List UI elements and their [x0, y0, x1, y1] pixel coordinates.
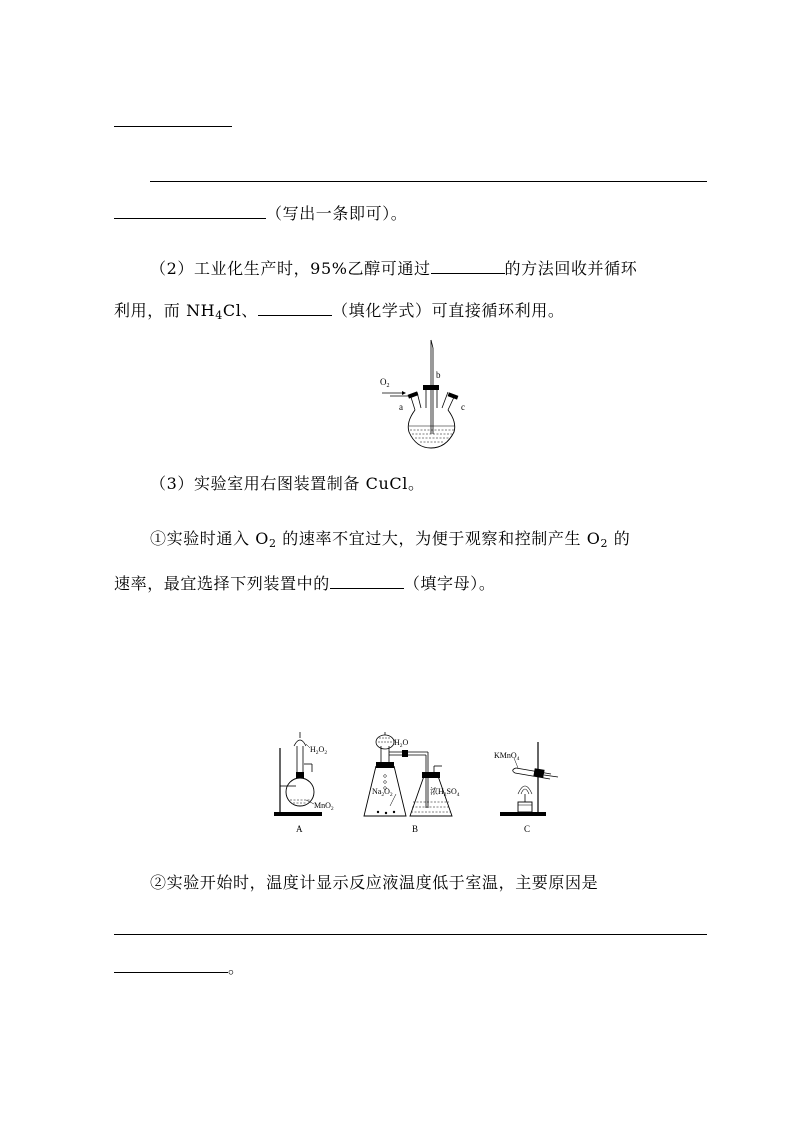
- q1-hint: （写出一条即可）。: [266, 204, 408, 223]
- q2-subscript: 4: [215, 309, 223, 322]
- label-b-na2o2: $Na_2O_2$: [372, 787, 393, 798]
- apparatus-b: [364, 732, 460, 834]
- apparatus-c: [494, 742, 558, 834]
- answer-blank-q2-formula: [258, 301, 332, 316]
- label-a-h2o2: $H_2O_2$: [310, 745, 328, 756]
- label-a: a: [399, 402, 403, 412]
- arrow-head-icon: [402, 391, 406, 395]
- q3-p2-line1: ②实验开始时，温度计显示反应液温度低于室温，主要原因是: [150, 873, 599, 892]
- apparatus-figure: [266, 728, 566, 836]
- q3-p1-text-b: 的速率不宜过大，为便于观察和控制产生 O: [276, 529, 601, 548]
- answer-line-q3-p2: [114, 934, 707, 935]
- q3-p1-text-d: 速率，最宜选择下列装置中的: [114, 574, 330, 593]
- q2-text-d: Cl、: [222, 301, 259, 320]
- answer-blank-q3-p2: [114, 958, 228, 973]
- flask-body: [408, 410, 455, 448]
- answer-blank-q2-method: [431, 259, 505, 274]
- q3-p1-sub-b: 2: [600, 537, 609, 550]
- label-c-kmno4: KMnO$_4$: [494, 751, 520, 762]
- answer-line-top: [114, 126, 232, 127]
- q3-p1-sub-a: 2: [269, 537, 277, 550]
- q3-p1-line2: [114, 574, 495, 594]
- q2-text-e: （填化学式）可直接循环利用。: [332, 301, 565, 320]
- q2-line1: [150, 259, 637, 279]
- q3-p1-line1: [150, 529, 630, 549]
- q3-p2-end: 。: [228, 958, 245, 977]
- q3-intro: （3）实验室用右图装置制备 CuCl。: [150, 474, 425, 493]
- q2-text-c: 利用，而 NH: [114, 301, 216, 320]
- letter-c: C: [524, 824, 531, 834]
- label-a-mno2: MnO$_2$: [314, 801, 334, 812]
- label-c: c: [461, 402, 465, 412]
- three-neck-flask-figure: [376, 338, 476, 450]
- q3-p2-line2: [114, 958, 245, 978]
- stopper-center: [423, 385, 439, 390]
- answer-line-q1: [150, 181, 707, 182]
- letter-b: B: [412, 824, 419, 834]
- q3-p1-text-a: ①实验时通入 O: [150, 529, 270, 548]
- q3-p1-text-e: （填字母）。: [403, 574, 496, 593]
- q2-line2: [114, 301, 564, 321]
- apparatus-a: [274, 732, 334, 834]
- q3-p1-text-c: 的: [608, 529, 631, 548]
- q2-text-a: （2）工业化生产时，95%乙醇可通过: [150, 259, 431, 278]
- answer-blank-q1: [114, 204, 266, 219]
- label-b-h2so4: 浓$H_2SO_4$: [430, 787, 460, 798]
- label-b-h2o: $H_2O$: [394, 738, 409, 749]
- o2-label: $O_2$: [380, 377, 390, 389]
- answer-blank-apparatus: [330, 574, 404, 589]
- label-b: b: [436, 370, 441, 380]
- q2-text-b: 的方法回收并循环: [504, 259, 638, 278]
- q1-hint-line: [114, 204, 407, 224]
- letter-a: A: [296, 824, 303, 834]
